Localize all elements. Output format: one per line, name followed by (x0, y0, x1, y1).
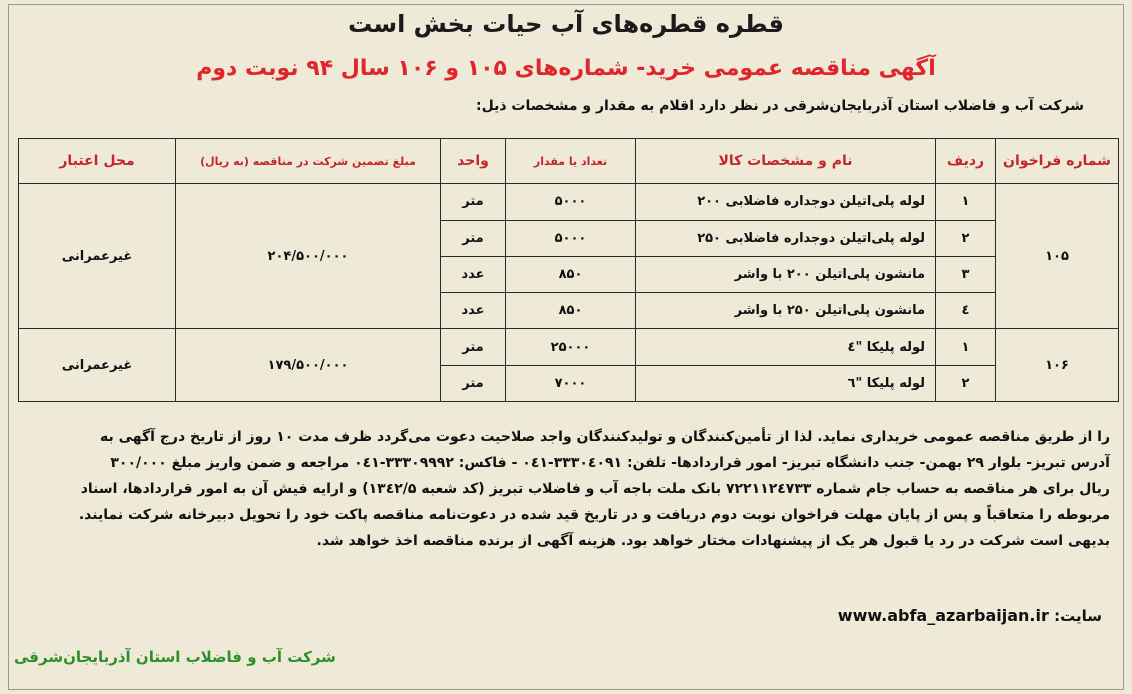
notice-body (20, 424, 1110, 554)
quantity-cell: ۵۰۰۰ (506, 220, 636, 256)
notice-subtitle: آگهی مناقصه عمومی خرید- شماره‌های ۱۰۵ و ۱۰۶ سال ۹۴ نوبت دوم (196, 56, 936, 81)
row-number-cell: ۲ (936, 220, 996, 256)
body-line: مربوطه را متعاقباً و پس از پایان مهلت فراخوان نوبت دوم دریافت و در تاریخ قید شده در دعوت‌نامه مناقصه پاکت خود را تحویل دبیرخانه شرکت نمایند. (78, 507, 1110, 523)
deposit-cell: ۱۷۹/۵۰۰/۰۰۰ (176, 329, 441, 402)
item-name-cell: لوله پلی‌اتیلن دوجداره فاضلابی ۲۵۰ (636, 220, 936, 256)
unit-cell: متر (441, 329, 506, 365)
header-item-name: نام و مشخصات کالا (636, 139, 936, 184)
unit-cell: متر (441, 365, 506, 401)
tender-table (18, 138, 1119, 402)
table-header-row (19, 139, 1119, 184)
header-row: ردیف (936, 139, 996, 184)
item-name-cell: مانشون پلی‌اتیلن ۲۰۰ با واشر (636, 256, 936, 292)
table-row (19, 184, 1119, 220)
unit-cell: عدد (441, 256, 506, 292)
row-number-cell: ۱ (936, 329, 996, 365)
table-row (19, 329, 1119, 365)
call-number-cell: ۱۰۵ (996, 184, 1119, 329)
row-number-cell: ٤ (936, 293, 996, 329)
unit-cell: عدد (441, 293, 506, 329)
row-number-cell: ۲ (936, 365, 996, 401)
website-link[interactable]: www.abfa_azarbaijan.ir (837, 606, 1049, 625)
website-line (838, 606, 1102, 625)
company-signature: شرکت آب و فاضلاب استان آذربایجان‌شرقی (14, 648, 336, 666)
body-line: بدیهی است شرکت در رد یا قبول هر یک از پیشنهادات مختار خواهد بود. هزینه آگهی از برنده مناقصه اخذ خواهد شد. (316, 533, 1110, 549)
item-name-cell: لوله پلی‌اتیلن دوجداره فاضلابی ۲۰۰ (636, 184, 936, 220)
item-name-cell: لوله پلیکا "٤ (636, 329, 936, 365)
body-line: آدرس تبریز- بلوار ۲۹ بهمن- جنب دانشگاه تبریز- امور قراردادها- تلفن: ۳۳۳۰٤۰۹۱-۰٤۱ - فاکس: ۳۳۳۰۹۹۹۲-۰٤۱ مراجعه و ضمن واریز مبلغ ۳۰۰/۰۰۰ (110, 455, 1110, 471)
row-number-cell: ۱ (936, 184, 996, 220)
unit-cell: متر (441, 220, 506, 256)
website-label: سایت: (1054, 607, 1102, 625)
unit-cell: متر (441, 184, 506, 220)
item-name-cell: مانشون پلی‌اتیلن ۲۵۰ با واشر (636, 293, 936, 329)
header-credit: محل اعتبار (19, 139, 176, 184)
quantity-cell: ۲۵۰۰۰ (506, 329, 636, 365)
call-number-cell: ۱۰۶ (996, 329, 1119, 402)
row-number-cell: ۳ (936, 256, 996, 292)
deposit-cell: ۲۰۴/۵۰۰/۰۰۰ (176, 184, 441, 329)
notice-intro: شرکت آب و فاضلاب استان آذربایجان‌شرقی در نظر دارد اقلام به مقدار و مشخصات ذیل: (475, 98, 1084, 114)
quantity-cell: ۸۵۰ (506, 293, 636, 329)
body-line: ریال برای هر مناقصه به حساب جام شماره ۷۲۲۱۱۲٤۷۳۳ بانک ملت باجه آب و فاضلاب تبریز (کد شعبه ۱۳٤۲/۵) و ارایه فیش آن به امور قراردادها، اسناد (80, 481, 1110, 497)
header-quantity: تعداد یا مقدار (506, 139, 636, 184)
quantity-cell: ۸۵۰ (506, 256, 636, 292)
header-call-number: شماره فراخوان (996, 139, 1119, 184)
notice-slogan: قطره قطره‌های آب حیات بخش است (348, 10, 784, 38)
quantity-cell: ۷۰۰۰ (506, 365, 636, 401)
header-deposit: مبلغ تضمین شرکت در مناقصه (به ریال) (176, 139, 441, 184)
body-line: را از طریق مناقصه عمومی خریداری نماید. لذا از تأمین‌کنندگان و تولیدکنندگان واجد صلاحیت دعوت می‌گردد ظرف مدت ۱۰ روز از تاریخ درج آگهی به (99, 429, 1110, 445)
quantity-cell: ۵۰۰۰ (506, 184, 636, 220)
item-name-cell: لوله پلیکا "٦ (636, 365, 936, 401)
credit-cell: غیرعمرانی (19, 329, 176, 402)
header-unit: واحد (441, 139, 506, 184)
credit-cell: غیرعمرانی (19, 184, 176, 329)
